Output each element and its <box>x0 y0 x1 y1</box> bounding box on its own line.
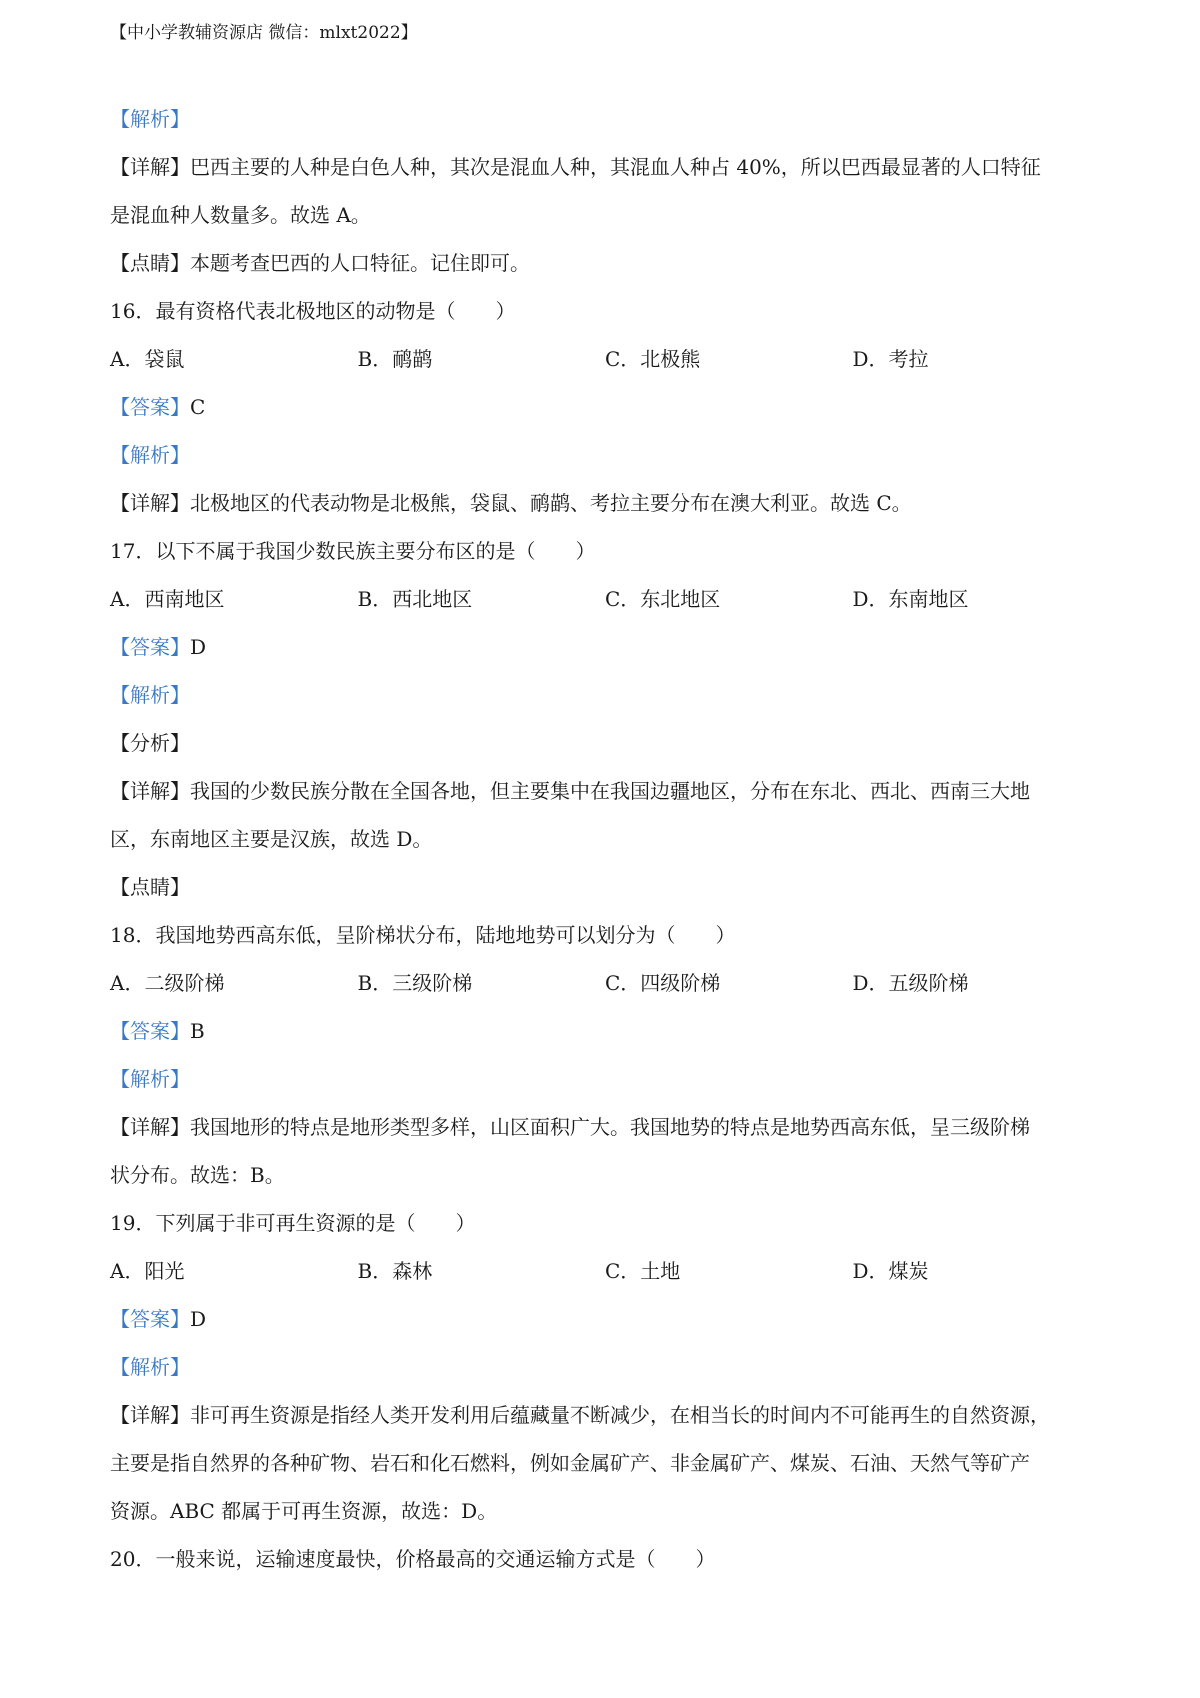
option-item: B．森林 <box>357 1259 433 1283</box>
explanation-tag: 【详解】 <box>110 1403 190 1427</box>
section-tag <box>110 1055 1100 1103</box>
section-tag-label: 【解析】 <box>110 443 190 467</box>
explanation-text: 我国地形的特点是地形类型多样，山区面积广大。我国地势的特点是地势西高东低，呈三级阶梯 <box>190 1115 1030 1139</box>
explanation-text: 我国的少数民族分散在全国各地，但主要集中在我国边疆地区，分布在东北、西北、西南三大地 <box>190 779 1030 803</box>
explanation-tag: 【点睛】 <box>110 251 190 275</box>
line-text: 主要是指自然界的各种矿物、岩石和化石燃料，例如金属矿产、非金属矿产、煤炭、石油、天然气等矿产 <box>110 1451 1030 1475</box>
explanation-line <box>110 1103 1100 1151</box>
section-tag-label: 【解析】 <box>110 107 190 131</box>
option-item: D．考拉 <box>852 347 929 371</box>
question-stem <box>110 911 1100 959</box>
answer-line <box>110 383 1100 431</box>
option-item: C．东北地区 <box>605 587 721 611</box>
line-text: 是混血种人数量多。故选 A。 <box>110 203 371 227</box>
answer-line <box>110 1007 1100 1055</box>
answer-tag: 【答案】 <box>110 1307 190 1331</box>
answer-line <box>110 1295 1100 1343</box>
plain-tag <box>110 719 1100 767</box>
line-text: 【点睛】 <box>110 875 190 899</box>
explanation-continuation <box>110 1439 1100 1487</box>
option-item: B．三级阶梯 <box>357 971 473 995</box>
option-row <box>110 575 1100 623</box>
answer-value: D <box>190 1307 207 1331</box>
question-stem <box>110 287 1100 335</box>
question-stem <box>110 1199 1100 1247</box>
option-item: B．鸸鹋 <box>357 347 433 371</box>
explanation-tag: 【详解】 <box>110 491 190 515</box>
explanation-continuation <box>110 191 1100 239</box>
line-text: 区，东南地区主要是汉族，故选 D。 <box>110 827 433 851</box>
option-item: D．五级阶梯 <box>852 971 969 995</box>
question-text: 19．下列属于非可再生资源的是（ ） <box>110 1211 476 1235</box>
explanation-line <box>110 767 1100 815</box>
explanation-text: 本题考查巴西的人口特征。记住即可。 <box>190 251 530 275</box>
page-header: 【中小学教辅资源店 微信：mlxt2022】 <box>110 23 418 43</box>
explanation-text: 巴西主要的人种是白色人种，其次是混血人种，其混血人种占 40%，所以巴西最显著的人口特征 <box>190 155 1041 179</box>
explanation-tag: 【详解】 <box>110 155 190 179</box>
explanation-tag: 【详解】 <box>110 779 190 803</box>
section-tag-label: 【解析】 <box>110 1067 190 1091</box>
explanation-text: 非可再生资源是指经人类开发利用后蕴藏量不断减少，在相当长的时间内不可能再生的自然资源， <box>190 1403 1050 1427</box>
line-text: 资源。ABC 都属于可再生资源，故选：D。 <box>110 1499 498 1523</box>
explanation-continuation <box>110 1487 1100 1535</box>
answer-value: B <box>190 1019 205 1043</box>
option-item: C．土地 <box>605 1259 681 1283</box>
answer-tag: 【答案】 <box>110 395 190 419</box>
explanation-continuation <box>110 815 1100 863</box>
question-text: 17．以下不属于我国少数民族主要分布区的是（ ） <box>110 539 596 563</box>
section-tag <box>110 95 1100 143</box>
explanation-line <box>110 239 1100 287</box>
explanation-line <box>110 1391 1100 1439</box>
section-tag <box>110 431 1100 479</box>
explanation-line <box>110 143 1100 191</box>
question-stem <box>110 1535 1100 1583</box>
question-stem <box>110 527 1100 575</box>
explanation-tag: 【详解】 <box>110 1115 190 1139</box>
answer-tag: 【答案】 <box>110 635 190 659</box>
document-body <box>110 95 1100 1583</box>
line-text: 状分布。故选：B。 <box>110 1163 285 1187</box>
explanation-continuation <box>110 1151 1100 1199</box>
option-item: A．阳光 <box>110 1259 185 1283</box>
question-text: 18．我国地势西高东低，呈阶梯状分布，陆地地势可以划分为（ ） <box>110 923 736 947</box>
explanation-line <box>110 479 1100 527</box>
plain-tag <box>110 863 1100 911</box>
option-row <box>110 335 1100 383</box>
option-row <box>110 959 1100 1007</box>
option-item: D．煤炭 <box>852 1259 929 1283</box>
option-item: C．四级阶梯 <box>605 971 721 995</box>
option-item: D．东南地区 <box>852 587 969 611</box>
answer-value: D <box>190 635 207 659</box>
section-tag <box>110 671 1100 719</box>
option-item: A．袋鼠 <box>110 347 185 371</box>
question-text: 20．一般来说，运输速度最快，价格最高的交通运输方式是（ ） <box>110 1547 716 1571</box>
option-row <box>110 1247 1100 1295</box>
option-item: C．北极熊 <box>605 347 701 371</box>
section-tag-label: 【解析】 <box>110 1355 190 1379</box>
option-item: A．西南地区 <box>110 587 225 611</box>
answer-tag: 【答案】 <box>110 1019 190 1043</box>
option-item: B．西北地区 <box>357 587 473 611</box>
explanation-text: 北极地区的代表动物是北极熊，袋鼠、鸸鹋、考拉主要分布在澳大利亚。故选 C。 <box>190 491 912 515</box>
answer-line <box>110 623 1100 671</box>
section-tag-label: 【解析】 <box>110 683 190 707</box>
line-text: 【分析】 <box>110 731 190 755</box>
question-text: 16．最有资格代表北极地区的动物是（ ） <box>110 299 516 323</box>
option-item: A．二级阶梯 <box>110 971 225 995</box>
section-tag <box>110 1343 1100 1391</box>
answer-value: C <box>190 395 206 419</box>
